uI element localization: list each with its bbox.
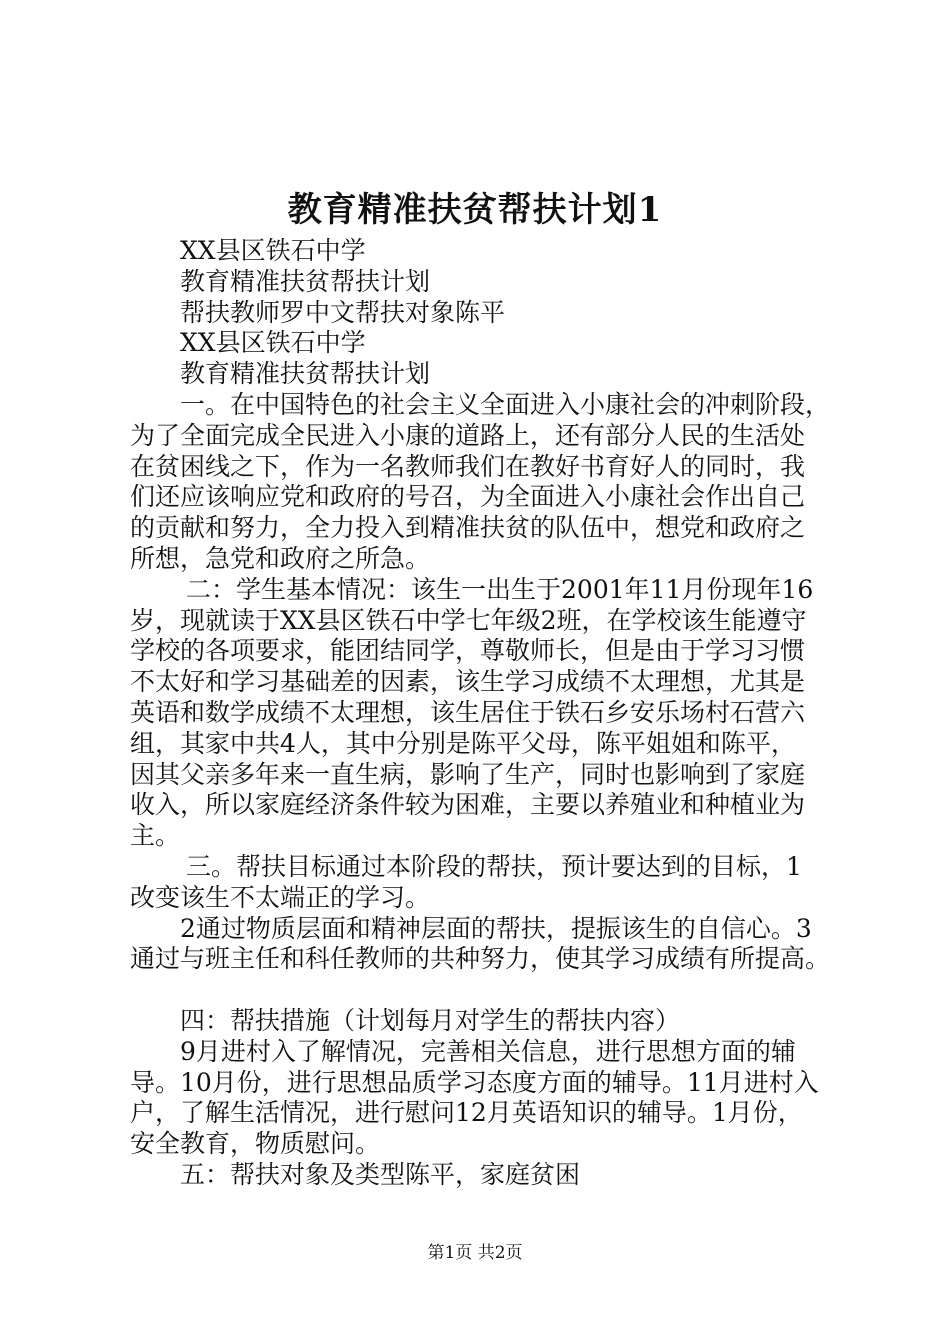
page-footer: 第1页 共2页 [427, 1243, 523, 1263]
section-2-line: 岁，现就读于XX县区铁石中学七年级2班，在学校该生能遵守 [130, 605, 807, 635]
section-3-line: 2通过物质层面和精神层面的帮扶，提振该生的自信心。3 [180, 913, 812, 943]
section-2-line: 组，其家中共4人，其中分别是陈平父母，陈平姐姐和陈平， [130, 728, 796, 758]
section-1-line: 一。在中国特色的社会主义全面进入小康社会的冲刺阶段， [180, 389, 831, 419]
section-4-line: 户，了解生活情况，进行慰问12月英语知识的辅导。1月份， [130, 1098, 803, 1128]
section-2-line: 主。 [130, 821, 181, 851]
section-4-line: 安全教育，物质慰问。 [130, 1129, 381, 1159]
teacher-target-line: 帮扶教师罗中文帮扶对象陈平 [180, 297, 506, 327]
plan-title-line-2: 教育精准扶贫帮扶计划 [180, 359, 431, 389]
section-4-line: 9月进村入了解情况，完善相关信息，进行思想方面的辅 [180, 1036, 796, 1066]
section-2-line: 因其父亲多年来一直生病，影响了生产，同时也影响到了家庭 [130, 759, 806, 789]
section-1-line: 的贡献和努力，全力投入到精准扶贫的队伍中，想党和政府之 [130, 513, 806, 543]
school-name-line-2: XX县区铁石中学 [180, 328, 366, 358]
section-4-line: 四：帮扶措施（计划每月对学生的帮扶内容） [180, 1005, 681, 1035]
section-3-line: 三。帮扶目标通过本阶段的帮扶，预计要达到的目标，1 [186, 851, 802, 881]
plan-title-line: 教育精准扶贫帮扶计划 [180, 266, 431, 296]
section-2-line: 学校的各项要求，能团结同学，尊敬师长，但是由于学习习惯 [130, 636, 806, 666]
section-1-line: 在贫困线之下，作为一名教师我们在教好书育好人的同时，我 [130, 451, 806, 481]
section-2-line: 收入，所以家庭经济条件较为困难，主要以养殖业和种植业为 [130, 790, 806, 820]
blank-line [130, 975, 850, 1006]
section-2-line: 英语和数学成绩不太理想，该生居住于铁石乡安乐场村石营六 [130, 697, 806, 727]
section-1-line: 为了全面完成全民进入小康的道路上，还有部分人民的生活处 [130, 420, 806, 450]
section-3-line: 改变该生不太端正的学习。 [130, 882, 431, 912]
section-4-line: 导。10月份，进行思想品质学习态度方面的辅导。11月进村入 [130, 1067, 819, 1097]
section-1-line: 们还应该响应党和政府的号召，为全面进入小康社会作出自己 [130, 482, 806, 512]
section-2-line: 二：学生基本情况：该生一出生于2001年11月份现年16 [186, 574, 814, 604]
document-body [130, 236, 850, 1191]
section-2-line: 不太好和学习基础差的因素，该生学习成绩不太理想，尤其是 [130, 667, 806, 697]
school-name-line: XX县区铁石中学 [180, 236, 366, 265]
section-3-line: 通过与班主任和科任教师的共种努力，使其学习成绩有所提高。 [130, 944, 831, 974]
document-title: 教育精准扶贫帮扶计划1 [287, 190, 663, 230]
section-5-line: 五：帮扶对象及类型陈平，家庭贫困 [180, 1159, 581, 1189]
section-1-line: 所想，急党和政府之所急。 [130, 543, 431, 573]
